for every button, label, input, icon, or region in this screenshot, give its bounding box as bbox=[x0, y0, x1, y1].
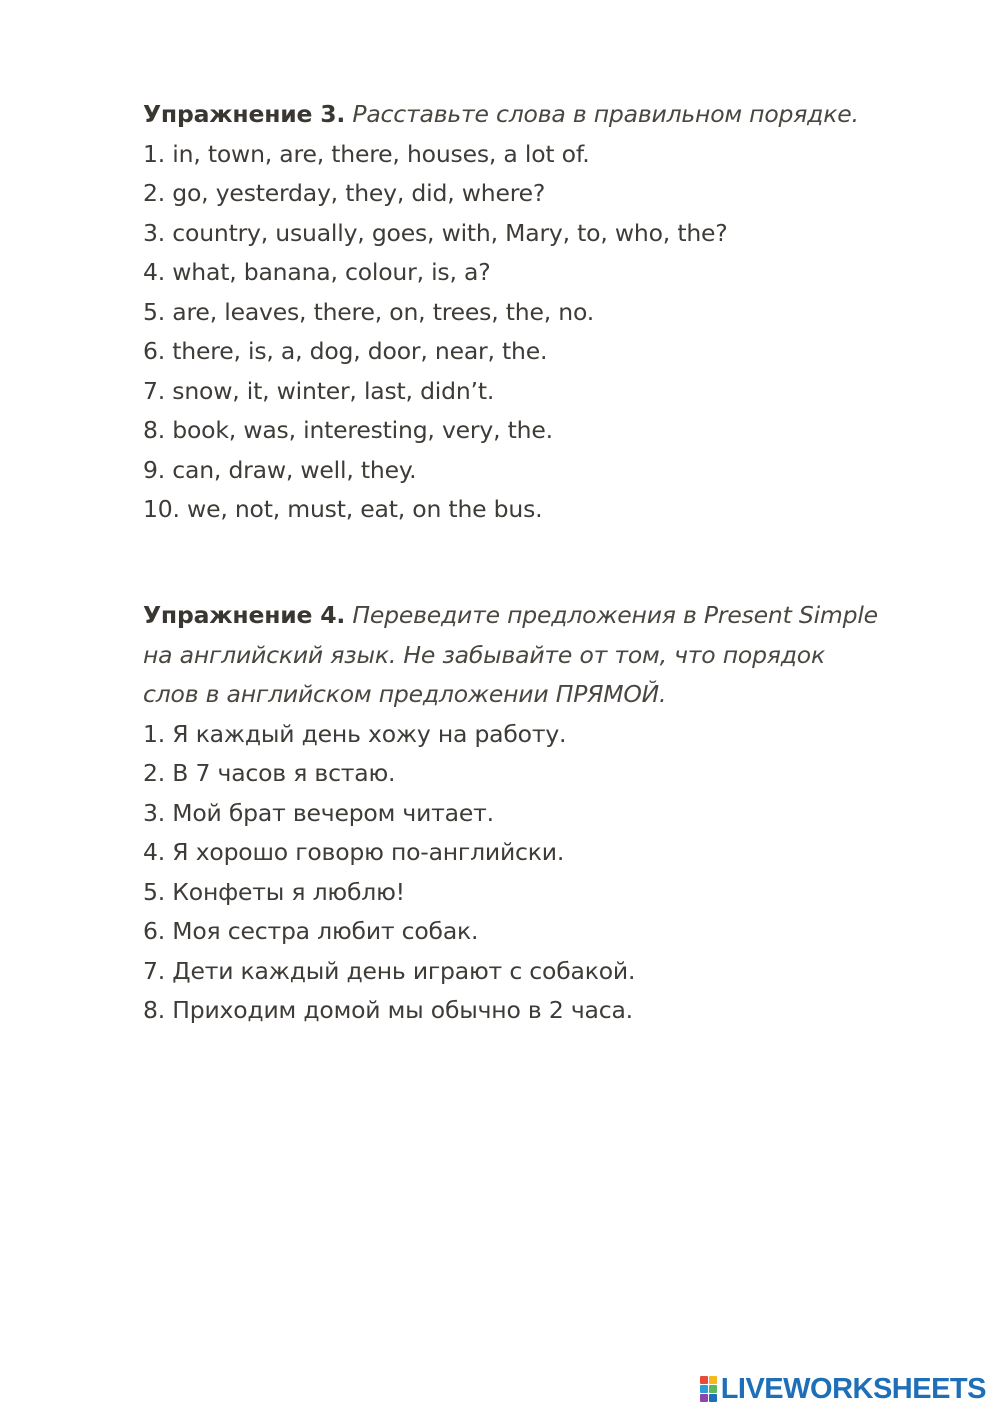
logo-text: LIVEWORKSHEETS bbox=[720, 1372, 986, 1405]
exercise-3-instruction: Расставьте слова в правильном порядке. bbox=[352, 100, 859, 128]
logo-mark-square bbox=[709, 1394, 717, 1402]
exercise-4 bbox=[143, 596, 923, 1031]
exercise-4-instruction-line: на английский язык. Не забывайте от том, что порядок bbox=[143, 640, 825, 669]
exercise-4-item: 2. В 7 часов я встаю. bbox=[143, 759, 396, 787]
exercise-4-item: 7. Дети каждый день играют с собакой. bbox=[143, 956, 636, 985]
exercise-4-item: 8. Приходим домой мы обычно в 2 часа. bbox=[143, 996, 633, 1024]
exercise-4-title: Упражнение 4. bbox=[143, 601, 346, 629]
exercise-4-heading bbox=[143, 596, 923, 715]
exercise-3-item: 4. what, banana, colour, is, a? bbox=[143, 258, 491, 286]
exercise-3-item: 10. we, not, must, eat, on the bus. bbox=[143, 495, 543, 523]
exercise-4-list bbox=[143, 715, 923, 1031]
exercise-3-item: 7. snow, it, winter, last, didn’t. bbox=[143, 376, 495, 405]
exercise-4-instruction-line: Переведите предложения в Present Simple bbox=[352, 601, 878, 629]
exercise-3 bbox=[143, 95, 923, 530]
exercise-4-item: 1. Я каждый день хожу на работу. bbox=[143, 719, 567, 748]
logo-mark-square bbox=[709, 1376, 717, 1384]
logo-mark-icon bbox=[700, 1376, 717, 1402]
exercise-3-item: 1. in, town, are, there, houses, a lot of. bbox=[143, 139, 590, 168]
exercise-3-item: 8. book, was, interesting, very, the. bbox=[143, 416, 553, 444]
exercise-4-item: 3. Мой брат вечером читает. bbox=[143, 798, 494, 827]
exercise-3-item: 3. country, usually, goes, with, Mary, to, who, the? bbox=[143, 218, 728, 247]
exercise-4-item: 4. Я хорошо говорю по-английски. bbox=[143, 838, 565, 866]
exercise-3-item: 2. go, yesterday, they, did, where? bbox=[143, 179, 546, 207]
exercise-3-heading bbox=[143, 95, 923, 135]
exercise-4-heading-line bbox=[143, 596, 923, 636]
exercise-4-item: 5. Конфеты я люблю! bbox=[143, 877, 405, 906]
logo-mark-square bbox=[700, 1376, 708, 1384]
liveworksheets-logo[interactable] bbox=[700, 1374, 986, 1404]
exercise-3-list bbox=[143, 135, 923, 530]
logo-mark-square bbox=[709, 1385, 717, 1393]
exercise-3-item: 6. there, is, a, dog, door, near, the. bbox=[143, 337, 548, 365]
exercise-3-item: 5. are, leaves, there, on, trees, the, no. bbox=[143, 297, 594, 326]
logo-mark-square bbox=[700, 1385, 708, 1393]
exercise-4-item: 6. Моя сестра любит собак. bbox=[143, 917, 479, 945]
logo-mark-square bbox=[700, 1394, 708, 1402]
exercise-3-item: 9. can, draw, well, they. bbox=[143, 455, 417, 484]
exercise-4-instruction-line: слов в английском предложении ПРЯМОЙ. bbox=[143, 680, 667, 708]
exercise-3-title: Упражнение 3. bbox=[143, 100, 346, 128]
